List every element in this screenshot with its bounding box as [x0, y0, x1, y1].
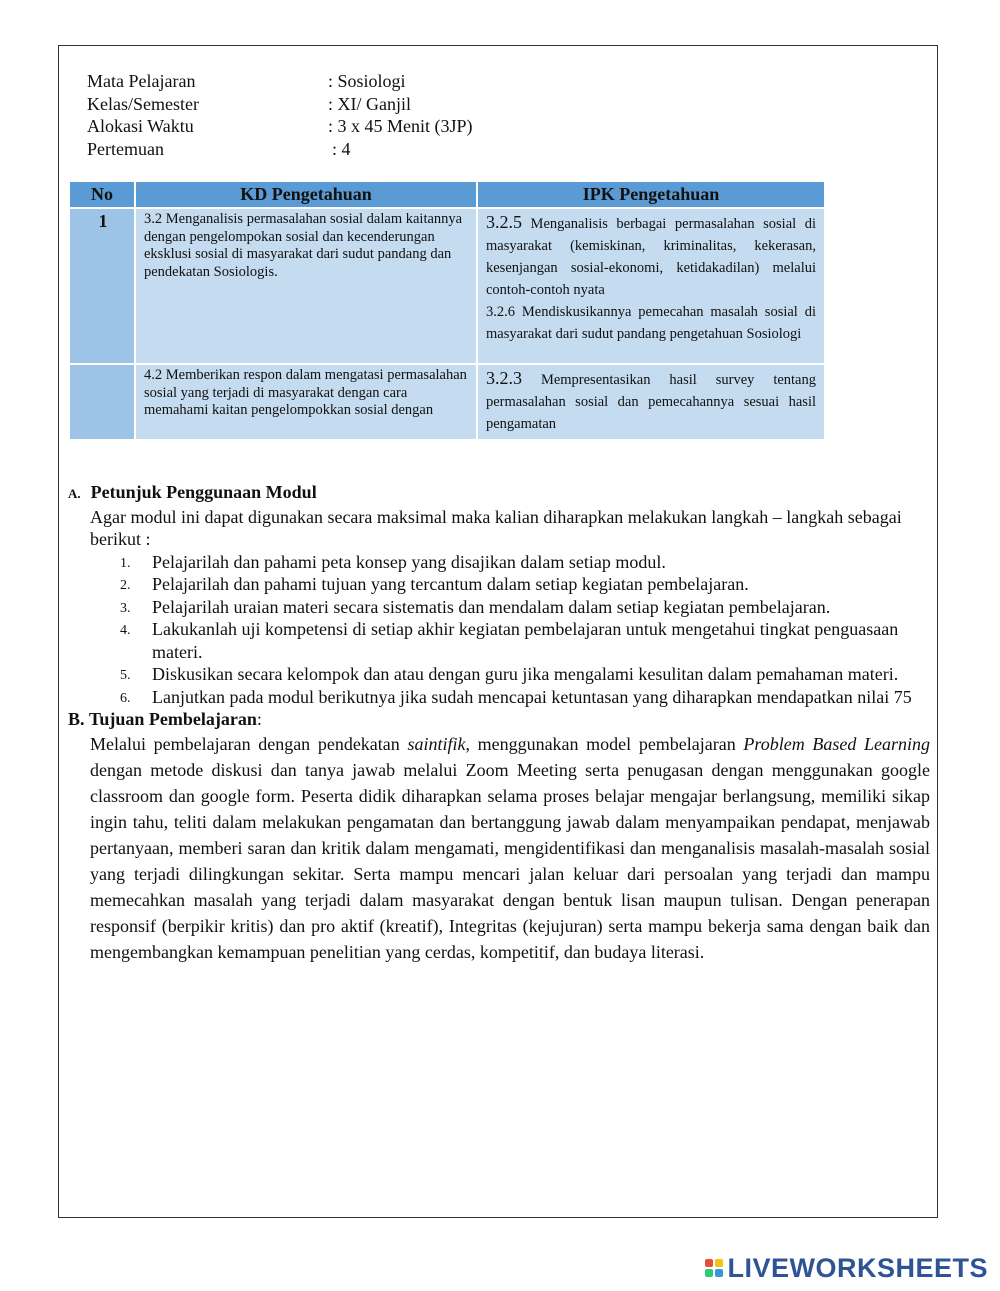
list-text: Pelajarilah dan pahami peta konsep yang disajikan dalam setiap modul.: [152, 551, 666, 572]
info-value: : 4: [332, 138, 351, 159]
list-text: Pelajarilah dan pahami tujuan yang tercantum dalam setiap kegiatan pembelajaran.: [152, 574, 749, 594]
list-number: 6.: [120, 690, 131, 706]
ipk-text: Menganalisis berbagai permasalahan sosial di masyarakat (kemiskinan, kriminalitas, kekerasan, kesenjangan sosial-ekonomi, ketidakadilan) melalui contoh-contoh nyata: [486, 216, 816, 298]
objective-emphasis: saintifik: [407, 733, 466, 754]
ipk-code: 3.2.5: [486, 212, 522, 232]
logo-icon: [705, 1259, 723, 1277]
column-header-kd: KD Pengetahuan: [135, 181, 477, 208]
list-item: [120, 686, 930, 709]
kd-cell: 3.2 Menganalisis permasalahan sosial dalam kaitannya dengan pengelompokan sosial dan kecenderungan eksklusi sosial di masyarakat dari sudut pandang dan pendekatan Sosiologis.: [135, 208, 477, 364]
list-number: 5.: [120, 668, 131, 683]
list-number: 2.: [120, 578, 131, 593]
info-label: Pertemuan: [87, 138, 164, 159]
ipk-text: Mempresentasikan hasil survey tentang permasalahan sosial dan pemecahannya sesuai hasil pengamatan: [486, 372, 816, 432]
section-a-intro: Agar modul ini dapat digunakan secara maksimal maka kalian diharapkan melakukan langkah – langkah sebagai berikut :: [90, 506, 902, 549]
column-header-ipk: IPK Pengetahuan: [477, 181, 825, 208]
row-number: 1: [69, 208, 135, 364]
info-value: : XI/ Ganjil: [328, 93, 411, 114]
table-row: [69, 208, 825, 364]
list-text: Lanjutkan pada modul berikutnya jika sudah mencapai ketuntasan yang diharapkan mendapatkan nilai 75: [152, 686, 912, 707]
competency-table: [68, 180, 826, 441]
section-letter: A.: [68, 486, 81, 501]
info-label: Mata Pelajaran: [87, 71, 196, 91]
list-item: [120, 596, 930, 619]
list-text: Diskusikan secara kelompok dan atau dengan guru jika mengalami kesulitan dalam pemahaman materi.: [152, 664, 899, 684]
info-label: Alokasi Waktu: [87, 116, 194, 136]
instruction-list: [120, 551, 930, 709]
ipk-code: 3.2.3: [486, 368, 522, 388]
objective-text: Melalui pembelajaran dengan pendekatan: [90, 733, 408, 754]
objective-text: , menggunakan model pembelajaran: [465, 733, 744, 754]
ipk-text: 3.2.6 Mendiskusikannya pemecahan masalah sosial di masyarakat dari sudut pandang pengetahuan Sosiologi: [486, 304, 816, 342]
list-item: [120, 618, 930, 663]
section-title: Tujuan Pembelajaran: [89, 709, 257, 729]
section-letter: B.: [68, 709, 85, 729]
list-number: 1.: [120, 555, 131, 571]
section-colon: :: [256, 709, 262, 729]
ipk-cell: [477, 208, 825, 364]
column-header-no: No: [69, 181, 135, 208]
list-item: [120, 551, 930, 574]
list-item: [120, 573, 930, 596]
ipk-cell: [477, 364, 825, 440]
info-value: : 3 x 45 Menit (3JP): [328, 116, 473, 136]
table-row: [69, 364, 825, 440]
info-value: : Sosiologi: [328, 71, 406, 91]
liveworksheets-logo: [705, 1253, 988, 1283]
list-item: [120, 663, 930, 686]
row-number: [69, 364, 135, 440]
list-text: Lakukanlah uji kompetensi di setiap akhir kegiatan pembelajaran untuk mengetahui tingkat penguasaan materi.: [152, 619, 899, 662]
list-number: 3.: [120, 600, 131, 616]
learning-objective-text: [90, 731, 930, 965]
section-b-heading: [68, 708, 930, 731]
section-title: Petunjuk Penggunaan Modul: [90, 482, 317, 502]
kd-cell: 4.2 Memberikan respon dalam mengatasi permasalahan sosial yang terjadi di masyarakat dengan cara memahami kaitan pengelompokkan sosial dengan: [135, 364, 477, 440]
section-a: [68, 481, 930, 965]
logo-text: LIVEWORKSHEETS: [727, 1252, 988, 1283]
list-text: Pelajarilah uraian materi secara sistematis dan mendalam dalam setiap kegiatan pembelajaran.: [152, 596, 831, 617]
table-header-row: [69, 181, 825, 208]
list-number: 4.: [120, 623, 131, 638]
objective-text: dengan metode diskusi dan tanya jawab melalui Zoom Meeting serta penugasan dengan menggunakan google classroom dan google form. Peserta didik diharapkan selama proses belajar mengajar berlangsung, memiliki sikap ingin tahu, teliti dalam melakukan pengamatan dan bertanggung jawab dalam menyampaikan pendapat, menjawab pertanyaan, memberi saran dan kritik dalam mengamati, mengidentifikasi dan menganalisis masalah-masalah sosial yang terjadi dilingkungan sekitar. Serta mampu mencari jalan keluar dari persoalan yang terjadi dan mampu memecahkan masalah yang terjadi dalam masyarakat dengan bentuk lisan maupun tulisan. Dengan penerapan responsif (berpikir kritis) dan pro aktif (kreatif), Integritas (kejujuran) serta mampu bekerja sama dengan baik dan mengembangkan kemampuan penelitian yang cerdas, kompetitif, dan budaya literasi.: [90, 759, 930, 962]
info-label: Kelas/Semester: [87, 93, 199, 114]
objective-emphasis: Problem Based Learning: [743, 733, 931, 754]
section-a-heading: [68, 481, 930, 506]
